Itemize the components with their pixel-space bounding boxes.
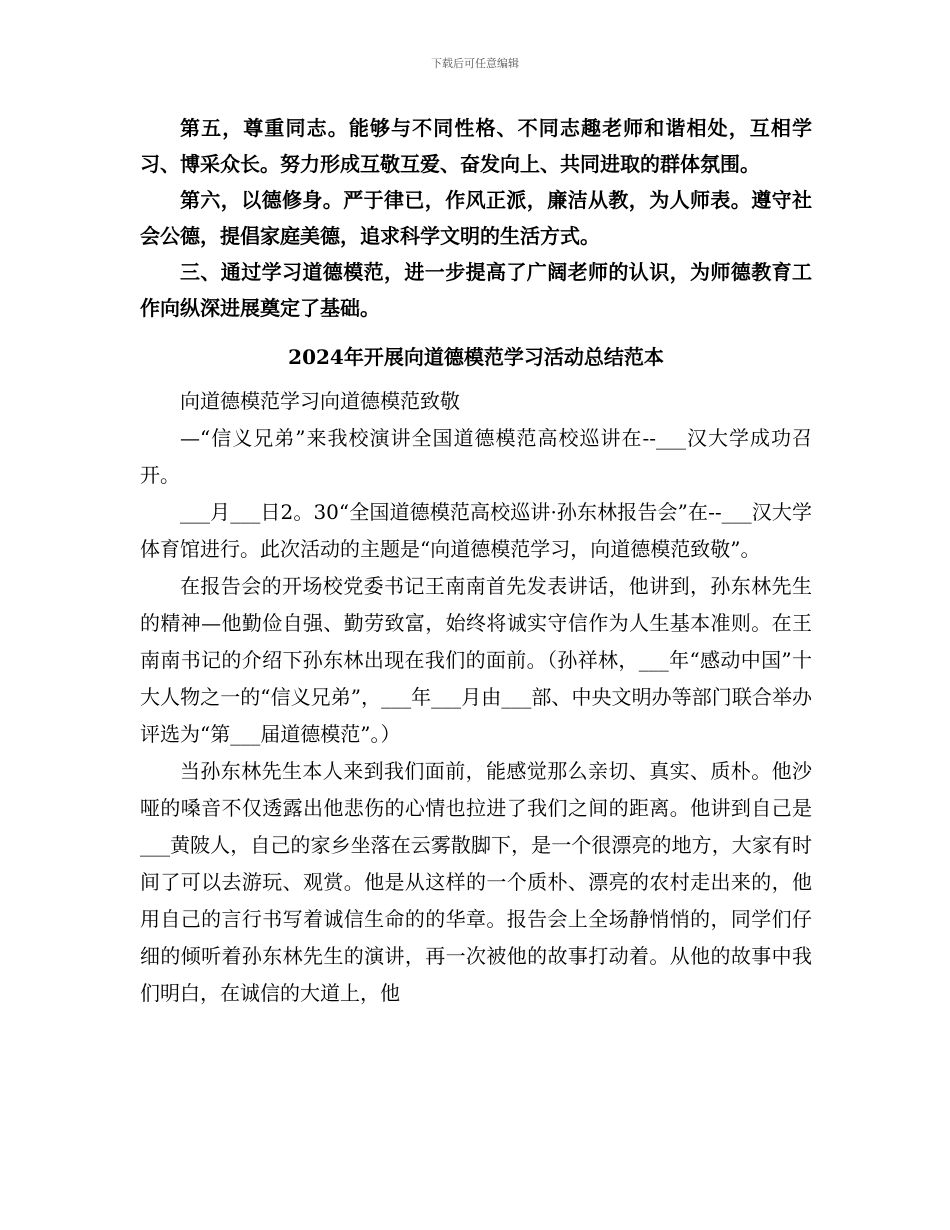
previous-section: [140, 110, 812, 326]
main-section: [140, 383, 812, 1012]
paragraph-respect-colleagues: 第五，尊重同志。能够与不同性格、不同志趣老师和谐相处，互相学习、博采众长。努力形成互敬互爱、奋发向上、共同进取的群体氛围。: [140, 116, 812, 176]
paragraph-opening-speech: 在报告会的开场校党委书记王南南首先发表讲话，他讲到，孙东林先生的精神—他勤俭自强、勤劳致富，始终将诚实守信作为人生基本准则。在王南南书记的介绍下孙东林出现在我们的面前。（孙祥林，___年“感动中国”十大人物之一的“信义兄弟”，___年___月由___部、中央文明办等部门联合举办评选为“第___届道德模范”。）: [140, 574, 812, 746]
paragraph-cultivate-virtue: 第六，以德修身。严于律已，作风正派，廉洁从教，为人师表。遵守社会公德，提倡家庭美德，追求科学文明的生活方式。: [140, 188, 812, 248]
paragraph-intro: —“信义兄弟”来我校演讲全国道德模范高校巡讲在--___汉大学成功召开。: [140, 426, 812, 487]
paragraph-event-date: ___月___日2。30“全国道德模范高校巡讲·孙东林报告会”在--___汉大学体育馆进行。此次活动的主题是“向道德模范学习，向道德模范致敬”。: [140, 500, 812, 561]
document-body: [140, 110, 812, 1012]
paragraph-subtitle: 向道德模范学习向道德模范致敬: [180, 389, 460, 413]
paragraph-speaker-story: 当孙东林先生本人来到我们面前，能感觉那么亲切、真实、质朴。他沙哑的嗓音不仅透露出他悲伤的心情也拉进了我们之间的距离。他讲到自己是___黄陂人，自己的家乡坐落在云雾散脚下，是一个很漂亮的地方，大家有时间了可以去游玩、观赏。他是从这样的一个质朴、漂亮的农村走出来的，他用自己的言行书写着诚信生命的的华章。报告会上全场静悄悄的，同学们仔细的倾听着孙东林先生的演讲，再一次被他的故事打动着。从他的故事中我们明白，在诚信的大道上，他: [140, 759, 812, 1005]
paragraph-learning-outcome: 三、通过学习道德模范，进一步提高了广阔老师的认识，为师德教育工作向纵深进展奠定了基础。: [140, 260, 812, 320]
document-title: 2024年开展向道德模范学习活动总结范本: [288, 345, 664, 369]
page-header: 下载后可任意编辑: [431, 57, 519, 70]
